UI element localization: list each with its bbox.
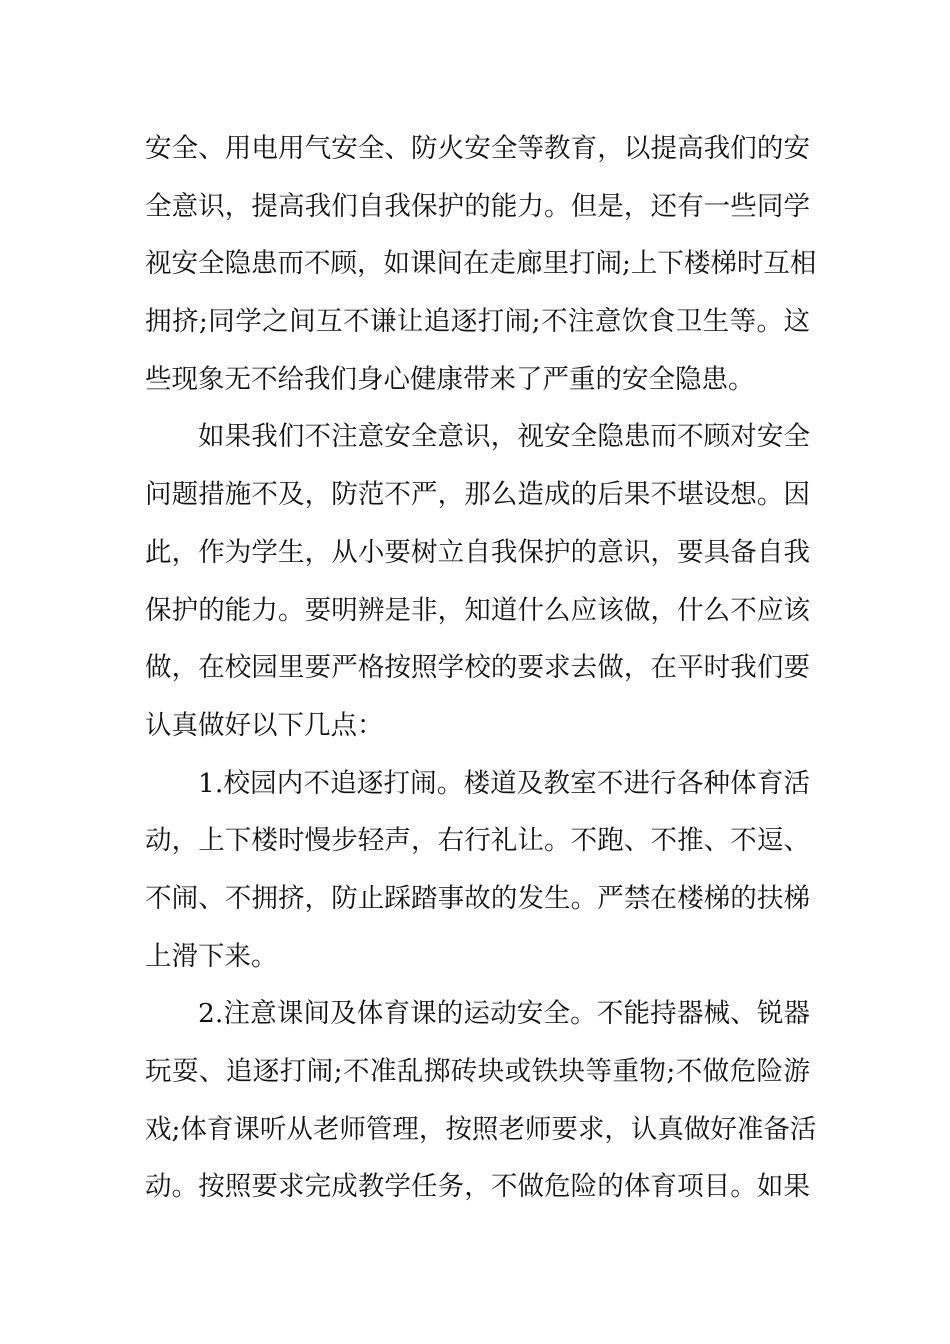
paragraph-line: 些现象无不给我们身心健康带来了严重的安全隐患。	[145, 363, 755, 395]
body-text	[145, 120, 817, 1216]
paragraph-line: 视安全隐患而不顾，如课间在走廊里打闹;上下楼梯时互相	[145, 248, 817, 280]
paragraph-line: 动，上下楼时慢步轻声，右行礼让。不跑、不推、不逗、	[145, 825, 810, 857]
paragraph-line: 保护的能力。要明辨是非，知道什么应该做，什么不应该	[145, 594, 810, 626]
paragraph-line: 问题措施不及，防范不严，那么造成的后果不堪设想。因	[145, 479, 810, 511]
paragraph-line: 动。按照要求完成教学任务，不做危险的体育项目。如果	[145, 1171, 810, 1203]
paragraph-line: 做，在校园里要严格按照学校的要求去做，在平时我们要	[145, 652, 810, 684]
paragraph-line: 玩耍、追逐打闹;不准乱掷砖块或铁块等重物;不做危险游	[145, 1056, 810, 1087]
paragraph-first-line: 1.校园内不追逐打闹。楼道及教室不进行各种体育活	[198, 767, 810, 799]
paragraph-line: 不闹、不拥挤，防止踩踏事故的发生。严禁在楼梯的扶梯	[145, 882, 810, 914]
paragraph-line: 此，作为学生，从小要树立自我保护的意识，要具备自我	[145, 536, 810, 568]
paragraph-line: 全意识，提高我们自我保护的能力。但是，还有一些同学	[145, 190, 810, 222]
paragraph-first-line: 如果我们不注意安全意识，视安全隐患而不顾对安全	[198, 421, 810, 453]
paragraph-line: 认真做好以下几点：	[145, 709, 384, 741]
paragraph-first-line: 2.注意课间及体育课的运动安全。不能持器械、锐器	[198, 998, 810, 1030]
paragraph-line: 戏;体育课听从老师管理，按照老师要求，认真做好准备活	[145, 1113, 817, 1145]
paragraph-line: 上滑下来。	[145, 940, 278, 972]
paragraph-line: 安全、用电用气安全、防火安全等教育，以提高我们的安	[145, 133, 810, 164]
paragraph-line: 拥挤;同学之间互不谦让追逐打闹;不注意饮食卫生等。这	[145, 306, 810, 338]
